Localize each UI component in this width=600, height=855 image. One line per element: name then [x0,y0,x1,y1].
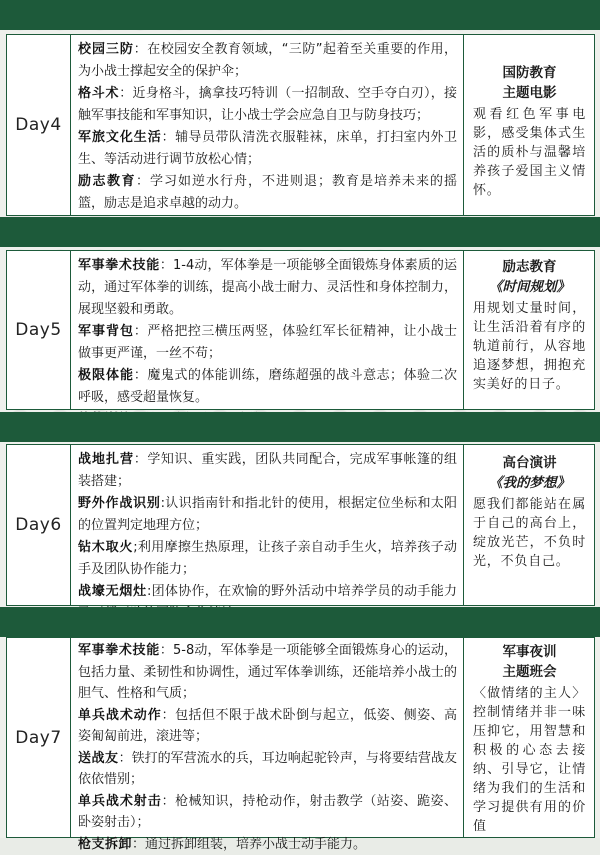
evening-description: 观看红色军事电影，感受集体式生活的质朴与温馨培养孩子爱国主义情怀。 [473,105,586,200]
activity-item [78,255,457,321]
schedule-row-day7 [6,637,595,838]
activity-text: :团体协作，在欢愉的野外活动中培养学员的动手能力 [78,584,457,621]
day-label: Day6 [7,445,71,605]
activity-label: 励志教育 [78,174,136,189]
activity-label: 格斗术 [78,86,119,101]
activity-text: :认识指南针和指北针的使用，根据定位坐标和太阳的位置判定地理方位； [78,496,457,533]
activity-list [71,35,464,215]
evening-description: 愿我们都能站在属于自己的高台上，绽放光芒，不负时光，不负自己。 [473,495,586,571]
evening-activity [464,638,594,837]
evening-description: 用规划丈量时间，让生活沿着有序的轨道前行，从容地追逐梦想，拥抱充实美好的日子。 [473,299,586,394]
evening-description: 〈做情绪的主人〉控制情绪并非一味压抑它，用智慧和积极的心态去接纳、引导它，让情绪为我们的生活和学习提供有用的价值 [473,684,586,836]
activity-text: ：严格把控三横压两竖，体验红军长征精神，让小战士做事更严谨，一丝不苟； [78,324,457,361]
activity-label: 战地扎营 [78,452,134,467]
activity-item [78,171,457,215]
activity-text: ：近身格斗，擒拿技巧特训（一招制敌、空手夺白刃），接触军事技能和军事知识，让小战士学会应急自卫与防身技巧； [78,86,457,123]
activity-label: 战壕无烟灶 [78,584,147,599]
evening-title: 励志教育 [473,257,586,277]
activity-label: 军事背包 [78,324,134,339]
activity-item [78,127,457,171]
activity-item [78,791,457,834]
activity-label: 单兵战术射击 [78,794,162,809]
activity-item [78,537,457,581]
evening-activity [464,251,594,409]
divider-band [0,412,600,442]
evening-title-line2: 主题电影 [473,83,586,103]
activity-label: 单兵战术动作 [78,708,162,723]
divider-band [0,217,600,247]
activity-label: 枪支拆卸 [78,837,132,852]
activity-item [78,365,457,409]
activity-item [78,321,457,365]
activity-label: 军事拳术技能 [78,258,160,273]
activity-list [71,445,464,605]
activity-text: ：包括但不限于战术卧倒与起立，低姿、侧姿、高姿匍匐前进，滚进等； [78,708,457,745]
activity-item [78,640,457,705]
activity-list [71,251,464,409]
activity-label: 校园三防 [78,42,134,57]
activity-text: ;利用摩擦生热原理，让孩子亲自动手生火，培养孩子动手及团队协作能力； [78,540,457,577]
activity-label: 钻木取火 [78,540,133,555]
activity-item [78,493,457,537]
schedule-row-day6 [6,444,595,606]
activity-item [78,39,457,83]
evening-title: 高台演讲 [473,453,586,473]
header-band [0,0,600,30]
day-label: Day5 [7,251,71,409]
activity-text: ：枪械知识，持枪动作，射击教学（站姿、跪姿、卧姿射击）； [78,794,457,831]
day-label: Day4 [7,35,71,215]
activity-label: 极限体能 [78,368,134,383]
activity-text: ：通过拆卸组装，培养小战士动手能力。 [132,837,366,852]
activity-item [78,705,457,748]
activity-label: 军事拳术技能 [78,643,160,658]
activity-label: 送战友 [78,751,119,766]
activity-text: ：学知识、重实践，团队共同配合，完成军事帐篷的组装搭建； [78,452,457,489]
activity-text: ：5-8动，军体拳是一项能够全面锻炼身心的运动，包括力量、柔韧性和协调性，通过军体拳训练，还能培养小战士的胆气、性格和气质； [78,643,457,701]
activity-label: 军旅文化生活 [78,130,162,145]
evening-activity [464,35,594,215]
evening-title-line2: 主题班会 [473,662,586,682]
activity-text: ：在校园安全教育领域，“三防”起着至关重要的作用，为小战士撑起安全的保护伞； [78,42,457,79]
day-label: Day7 [7,638,71,837]
activity-text: ：铁打的军营流水的兵，耳边响起驼铃声，与将要结营战友依依惜别； [78,751,457,788]
evening-activity [464,445,594,605]
activity-text: ：1-4动，军体拳是一项能够全面锻炼身体素质的运动，通过军体拳的训练，提高小战士耐力、灵活性和身体控制力，展现坚毅和勇敢。 [78,258,457,317]
activity-list [71,638,464,837]
activity-text: ：辅导员带队清洗衣服鞋袜，床单，打扫室内外卫生、等活动进行调节放松心情； [78,130,457,167]
activity-item [78,83,457,127]
activity-text: ：学习如逆水行舟，不进则退；教育是培养未来的摇篮，励志是追求卓越的动力。 [78,174,457,211]
evening-title: 军事夜训 [473,642,586,662]
activity-label: 野外作战识别 [78,496,161,511]
divider-band [0,607,600,637]
evening-subtitle: 《时间规划》 [473,277,586,297]
evening-title: 国防教育 [473,63,586,83]
evening-subtitle: 《我的梦想》 [473,473,586,493]
schedule-row-day4 [6,34,595,216]
activity-item [78,834,457,855]
activity-item [78,449,457,493]
activity-text: ：魔鬼式的体能训练，磨练超强的战斗意志；体验二次呼吸，感受超量恢复。 [78,368,457,405]
activity-item [78,748,457,791]
schedule-row-day5 [6,250,595,410]
